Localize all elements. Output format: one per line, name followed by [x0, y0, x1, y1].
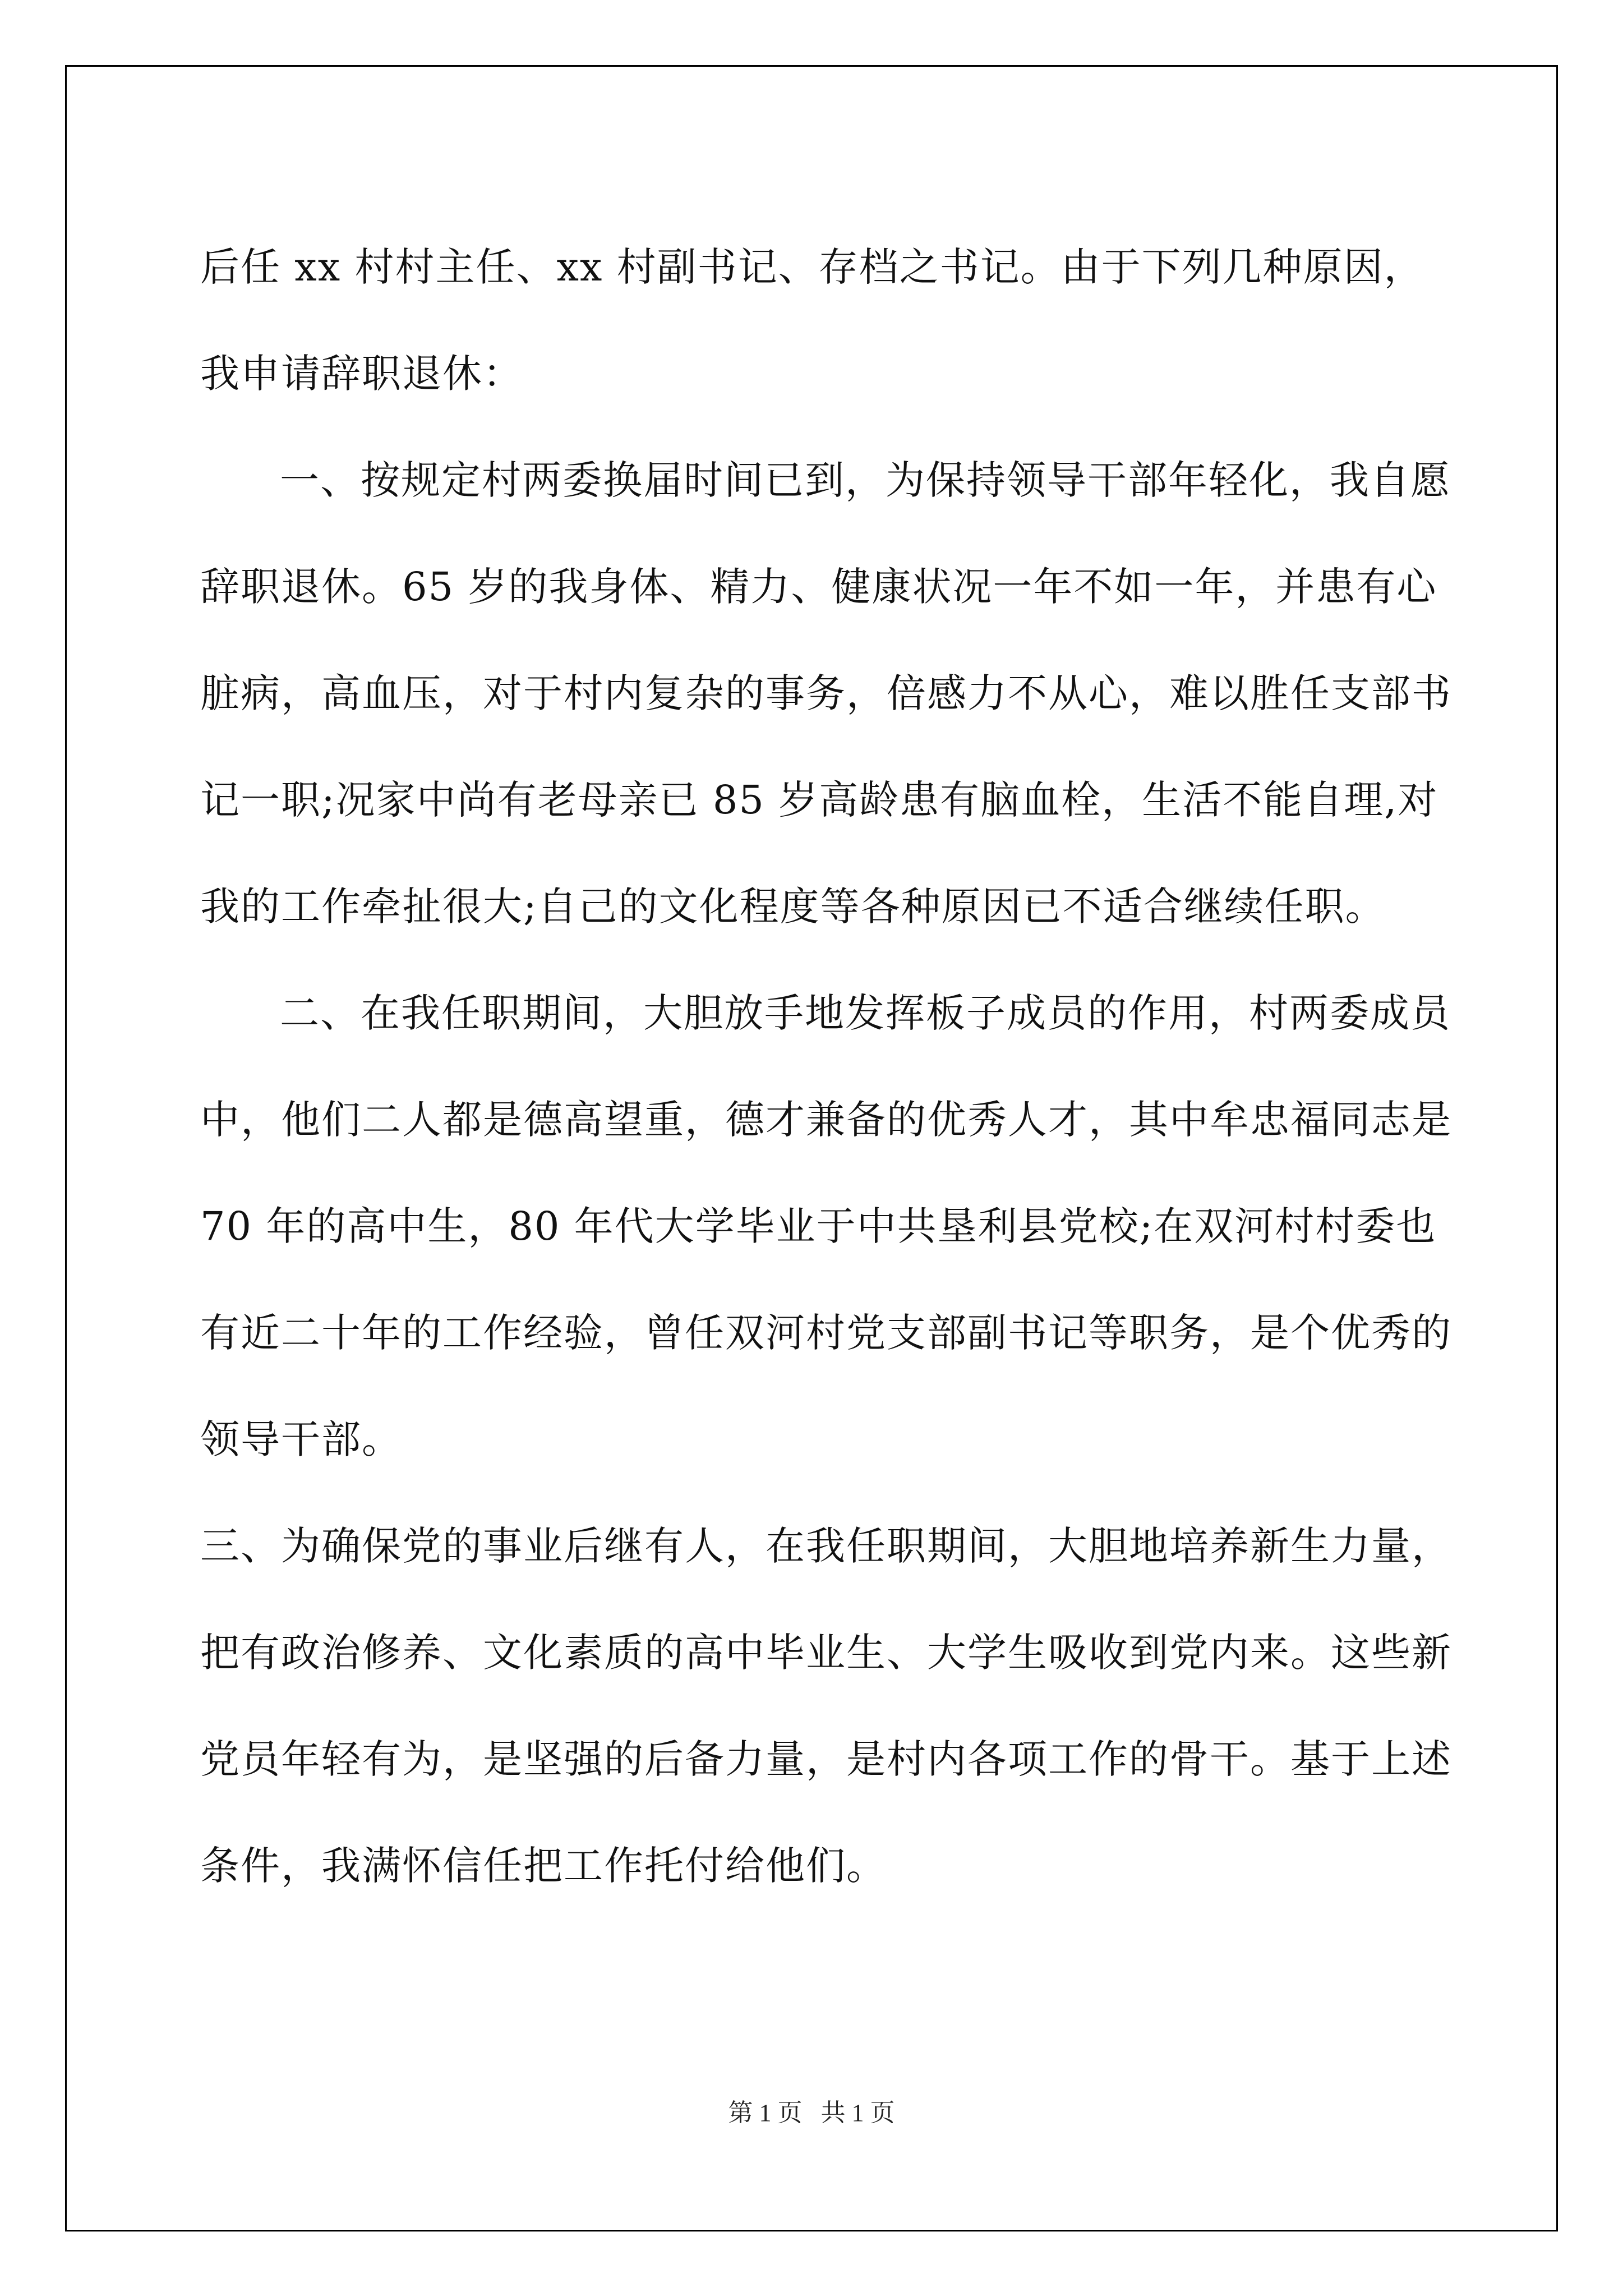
paragraph-1: 后任 xx 村村主任、xx 村副书记、存档之书记。由于下列几种原因，我申请辞职退休：: [200, 244, 1424, 397]
page-number-footer: 第 1 页 共 1 页: [728, 2099, 895, 2127]
paragraph-2: 一、按规定村两委换届时间已到，为保持领导干部年轻化，我自愿辞职退休。65 岁的我身体、精力、健康状况一年不如一年，并患有心脏病，高血压，对于村内复杂的事务，倍感力不从心，难以胜任支部书记一职;况家中尚有老母亲已 85 岁高龄患有脑血栓，生活不能自理,对我的工作牵扯很大;自己的文化程度等各种原因已不适合继续任职。: [200, 457, 1452, 930]
paragraph-3: 二、在我任职期间，大胆放手地发挥板子成员的作用，村两委成员中，他们二人都是德高望重，德才兼备的优秀人才，其中牟忠福同志是 70 年的高中生，80 年代大学毕业于中共垦利县党校;在双河村村委也有近二十年的工作经验，曾任双河村党支部副书记等职务，是个优秀的领导干部。: [200, 990, 1452, 1462]
document-body: [200, 214, 1456, 1919]
paragraph-4: 三、为确保党的事业后继有人，在我任职期间，大胆地培养新生力量，把有政治修养、文化素质的高中毕业生、大学生吸收到党内来。这些新党员年轻有为，是坚强的后备力量，是村内各项工作的骨干。基于上述条件，我满怀信任把工作托付给他们。: [200, 1523, 1452, 1889]
